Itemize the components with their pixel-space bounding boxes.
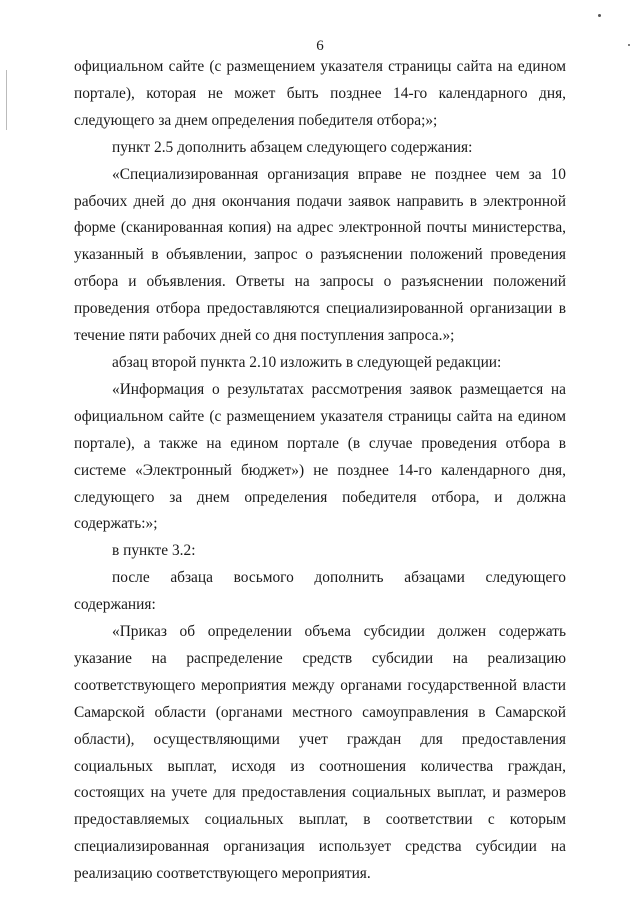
paragraph-8: «Приказ об определении объема субсидии должен содержать указание на распределение средств субсидии на реализацию соответствующего мероприятия между органами государственной власти Самарской области (органами местного самоуправления в Самарской области), осуществляющими учет граждан для предоставления социальных выплат, исходя из соотношения количества граждан, состоящих на учете для предоставления социальных выплат, и размеров предоставляемых социальных выплат, в соответствии с которым специализированная организация использует средства субсидии на реализацию соответствующего мероприятия. [74, 623, 566, 883]
scan-mark [628, 44, 630, 46]
page-number: 6 [316, 38, 324, 54]
document-body [74, 54, 566, 888]
scan-edge-line [6, 70, 7, 130]
paragraph-7: после абзаца восьмого дополнить абзацами следующего содержания: [74, 569, 566, 614]
paragraph-3: «Специализированная организация вправе не позднее чем за 10 рабочих дней до дня окончания подачи заявок направить в электронной форме (сканированная копия) на адрес электронной почты министерства, указанный в объявлении, запрос о разъяснении положений проведения отбора и объявления. Ответы на запросы о разъяснении положений проведения отбора предоставляются специализированной организации в течение пяти рабочих дней со дня поступления запроса.»; [74, 165, 566, 345]
paragraph-6: в пункте 3.2: [112, 542, 196, 560]
paragraph-4: абзац второй пункта 2.10 изложить в следующей редакции: [112, 353, 502, 371]
paragraph-1: официальном сайте (с размещением указателя страницы сайта на едином портале), которая не может быть позднее 14-го календарного дня, следующего за днем определения победителя отбора;»; [74, 58, 566, 129]
scan-mark [598, 14, 601, 17]
paragraph-5: «Информация о результатах рассмотрения заявок размещается на официальном сайте (с размещением указателя страницы сайта на едином портале), а также на едином портале (в случае проведения отбора в системе «Электронный бюджет») не позднее 14-го календарного дня, следующего за днем определения победителя отбора, и должна содержать:»; [74, 380, 566, 533]
paragraph-2: пункт 2.5 дополнить абзацем следующего содержания: [112, 138, 473, 156]
